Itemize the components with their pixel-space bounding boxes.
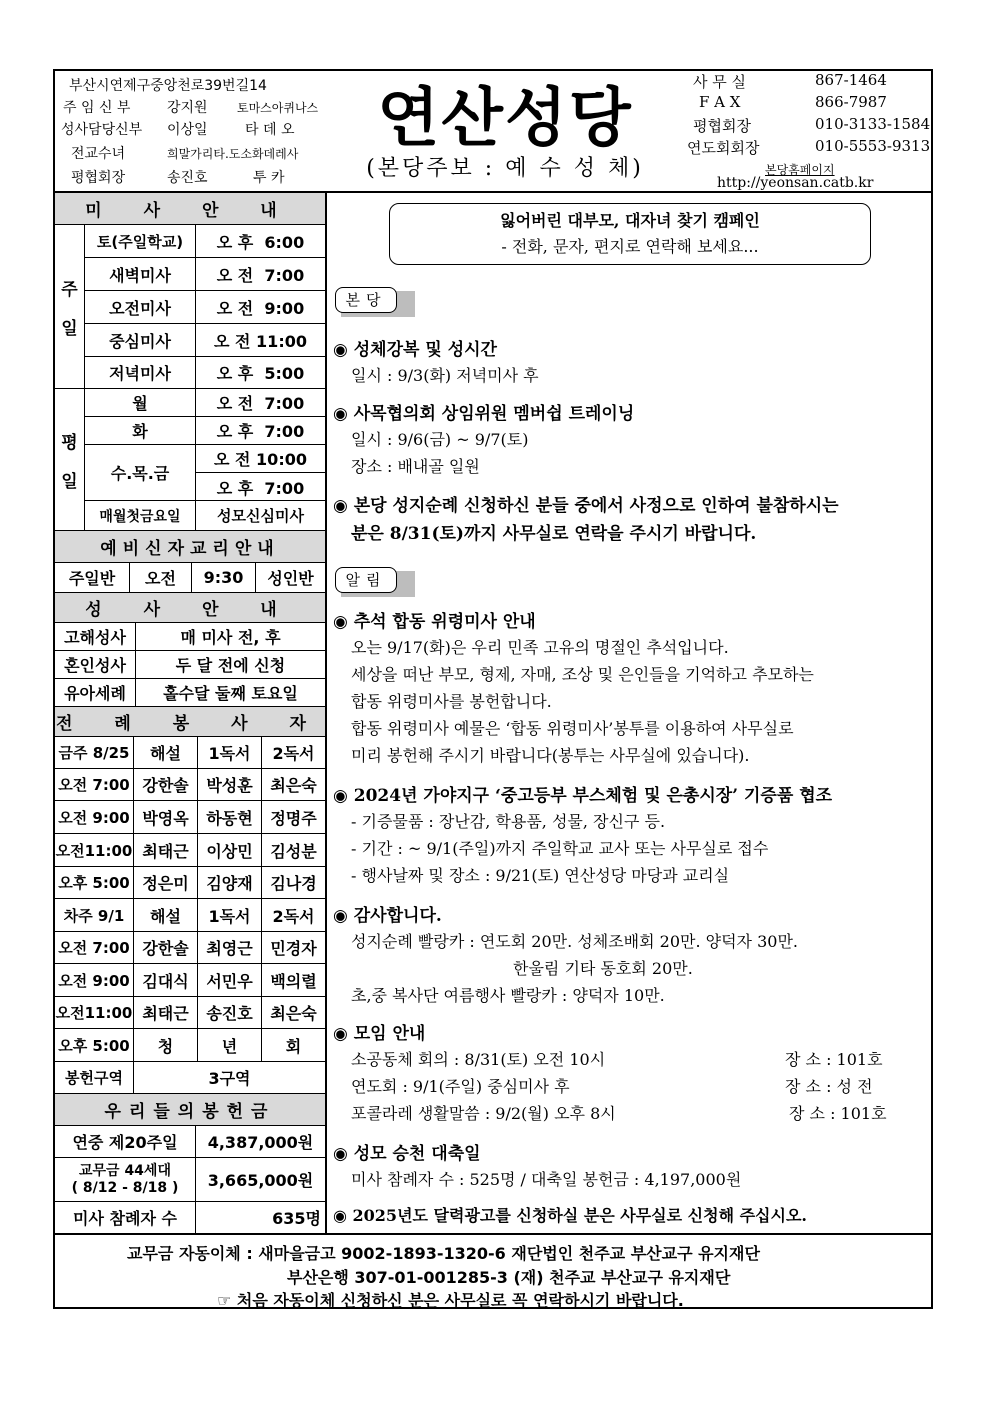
servers-row bbox=[55, 1029, 325, 1062]
sacrament-row bbox=[55, 679, 325, 707]
contact-row bbox=[675, 137, 933, 159]
notice-line: 한울림 기타 동호회 20만. bbox=[513, 959, 693, 978]
offering-row bbox=[55, 1202, 325, 1233]
sacrament-name: 고해성사 bbox=[64, 628, 126, 647]
offerings-heading-row bbox=[55, 1094, 325, 1126]
notice-line: 세상을 떠난 부모, 형제, 자매, 조상 및 은인들을 기억하고 추모하는 bbox=[351, 665, 814, 684]
footer bbox=[55, 1233, 931, 1311]
server-name: 최태근 bbox=[133, 997, 197, 1028]
notice-title: ◉ 추석 합동 위령미사 안내 bbox=[333, 612, 536, 632]
sunday-label-1: 주 bbox=[61, 279, 78, 300]
server-name: 박영옥 bbox=[133, 801, 197, 833]
catechumen-heading-row bbox=[55, 531, 325, 563]
sunday-mass-row bbox=[85, 291, 325, 324]
offering-period: ( 8/12 - 8/18 ) bbox=[71, 1179, 179, 1196]
contact-row bbox=[675, 93, 933, 115]
sunday-label-2: 일 bbox=[61, 318, 78, 339]
servers-time: 오전 7:00 bbox=[58, 939, 130, 957]
notice-line: - 기간 : ~ 9/1(주일)까지 주일학교 교사 또는 사무실로 접수 bbox=[351, 839, 769, 858]
sunday-mass-row bbox=[85, 258, 325, 291]
server-name: 김성분 bbox=[261, 834, 325, 866]
right-column bbox=[327, 193, 931, 1233]
notice-line: - 행사날짜 및 장소 : 9/21(토) 연산성당 마당과 교리실 bbox=[351, 866, 730, 885]
contact-value: 866-7987 bbox=[815, 93, 887, 111]
offering-row bbox=[55, 1158, 325, 1202]
staff-baptismal: 타 데 오 bbox=[245, 122, 295, 138]
campaign-subtitle: - 전화, 문자, 편지로 연락해 보세요... bbox=[501, 237, 759, 256]
sacrament-row bbox=[55, 651, 325, 679]
server-name: 서민우 bbox=[197, 964, 261, 996]
mass-time: 오 전 7:00 bbox=[195, 389, 325, 416]
notice-title-cont: 분은 8/31(토)까지 사무실로 연락을 주시기 바랍니다. bbox=[351, 524, 757, 544]
offering-name: 연중 제20주일 bbox=[72, 1133, 178, 1152]
servers-heading: 전 례 봉 사 자 bbox=[55, 707, 325, 736]
server-name: 박성훈 bbox=[197, 769, 261, 800]
mass-name: 토(주일학교) bbox=[96, 232, 184, 251]
mass-time: 오 전 7:00 bbox=[195, 258, 325, 290]
mass-name: 저녁미사 bbox=[109, 364, 171, 383]
staff-row bbox=[55, 97, 371, 119]
notice-line: 오는 9/17(화)은 우리 민족 고유의 명절인 추석입니다. bbox=[351, 638, 729, 657]
server-name: 최은숙 bbox=[261, 997, 325, 1028]
catechumen-cell: 주일반 bbox=[68, 569, 116, 588]
staff-name: 이상일 bbox=[167, 122, 208, 138]
meeting-what: 포콜라레 생활말씀 : 9/2(월) 오후 8시 bbox=[351, 1104, 616, 1123]
meeting-where: 장 소 : 성 전 bbox=[785, 1077, 873, 1096]
notice-line: 장소 : 배내골 일원 bbox=[351, 457, 480, 476]
servers-week-header bbox=[55, 737, 325, 769]
servers-row bbox=[55, 769, 325, 801]
server-name: 청 bbox=[133, 1029, 197, 1061]
footer-autopay-line: 교무금 자동이체 : 새마을금고 9002-1893-1320-6 재단법인 천주교 부산교구 유지재단 bbox=[127, 1244, 760, 1263]
staff-role: 평협회장 bbox=[71, 170, 126, 186]
contact-label: 사 무 실 bbox=[693, 73, 747, 91]
servers-time: 오후 5:00 bbox=[58, 1036, 130, 1055]
servers-row bbox=[55, 801, 325, 834]
servers-col: 해설 bbox=[133, 737, 197, 768]
offering-value: 635명 bbox=[195, 1202, 325, 1233]
server-name: 민경자 bbox=[261, 932, 325, 963]
notice-title: ◉ 2024년 가야지구 ‘중고등부 부스체험 및 은총시장’ 기증품 협조 bbox=[333, 786, 833, 806]
server-name: 최영근 bbox=[197, 932, 261, 963]
staff-baptismal: 희말가리타.도소화데레사 bbox=[167, 147, 299, 161]
parish-title: 연산성당 bbox=[377, 81, 633, 156]
header-contacts bbox=[675, 71, 933, 189]
staff-row bbox=[55, 143, 371, 165]
homepage-label: 본당홈페이지 bbox=[765, 163, 835, 177]
servers-week-label: 차주 9/1 bbox=[63, 906, 125, 925]
mass-time: 오 후 7:00 bbox=[195, 417, 325, 444]
offering-name: 교무금 44세대 bbox=[79, 1162, 171, 1179]
contact-value: 010-3133-1584 bbox=[815, 115, 931, 133]
footer-note-line: ☞ 처음 자동이체 신청하신 분은 사무실로 꼭 연락하시기 바랍니다. bbox=[217, 1291, 684, 1310]
notice-line: 미사 참례자 수 : 525명 / 대축일 봉헌금 : 4,197,000원 bbox=[351, 1170, 742, 1189]
notice-title: ◉ 사목협의회 상임위원 멤버쉽 트레이닝 bbox=[333, 404, 635, 424]
servers-row bbox=[55, 834, 325, 867]
campaign-title: 잃어버린 대부모, 대자녀 찾기 캠페인 bbox=[500, 211, 760, 230]
mass-time: 오 후 7:00 bbox=[195, 473, 325, 501]
notice-title: ◉ 성모 승천 대축일 bbox=[333, 1144, 481, 1164]
header-staff bbox=[55, 71, 371, 189]
servers-row bbox=[55, 867, 325, 899]
servers-col: 1독서 bbox=[197, 737, 261, 768]
bulletin-frame bbox=[53, 69, 933, 1309]
homepage-link[interactable]: http://yeonsan.catb.kr bbox=[717, 175, 874, 191]
staff-name: 강지원 bbox=[167, 100, 208, 116]
offering-row bbox=[55, 1126, 325, 1158]
server-name: 년 bbox=[197, 1029, 261, 1061]
sunday-mass-row bbox=[85, 357, 325, 389]
mass-name: 화 bbox=[132, 422, 148, 441]
servers-col: 2독서 bbox=[261, 737, 325, 768]
staff-name: 송진호 bbox=[167, 170, 208, 186]
contact-value: 867-1464 bbox=[815, 71, 887, 89]
notices-tag: 알림 bbox=[335, 567, 397, 593]
offering-area-row bbox=[55, 1062, 325, 1094]
server-name: 최은숙 bbox=[261, 769, 325, 800]
staff-baptismal: 투 카 bbox=[253, 170, 285, 186]
mass-heading-row bbox=[55, 193, 325, 225]
mass-time: 오 전 9:00 bbox=[195, 291, 325, 323]
notice-title: ◉ 2025년도 달력광고를 신청하실 분은 사무실로 신청해 주십시오. bbox=[333, 1206, 807, 1225]
mass-time: 오 전 10:00 bbox=[195, 445, 325, 473]
weekday-mass-row bbox=[85, 445, 325, 501]
server-name: 김양재 bbox=[197, 867, 261, 898]
mass-time: 오 전 11:00 bbox=[195, 324, 325, 356]
servers-time: 오전11:00 bbox=[55, 841, 133, 860]
server-name: 강한솔 bbox=[133, 769, 197, 800]
notice-line: - 기증물품 : 장난감, 학용품, 성물, 장신구 등. bbox=[351, 812, 666, 831]
weekday-label-1: 평 bbox=[61, 432, 78, 453]
notice-title: ◉ 감사합니다. bbox=[333, 906, 442, 926]
notice-title: ◉ 모임 안내 bbox=[333, 1024, 426, 1044]
mass-name: 매월첫금요일 bbox=[99, 508, 181, 525]
staff-row bbox=[55, 119, 371, 141]
servers-time: 오전 9:00 bbox=[58, 971, 130, 990]
server-name: 이상민 bbox=[197, 834, 261, 866]
parish-tag: 본당 bbox=[335, 287, 397, 313]
servers-row bbox=[55, 997, 325, 1029]
sacrament-name: 유아세례 bbox=[64, 684, 126, 703]
offering-name: 미사 참례자 수 bbox=[73, 1209, 177, 1228]
weekday-mass-row bbox=[85, 417, 325, 445]
mass-name: 중심미사 bbox=[109, 331, 171, 351]
staff-role: 전교수녀 bbox=[71, 146, 126, 162]
offering-area-label: 봉헌구역 bbox=[65, 1069, 123, 1087]
servers-time: 오전 9:00 bbox=[58, 808, 130, 827]
notice-line: 초,중 복사단 여름행사 빨랑카 : 양덕자 10만. bbox=[351, 986, 665, 1005]
servers-col: 해설 bbox=[133, 899, 197, 931]
sacrament-row bbox=[55, 623, 325, 651]
mass-time: 오 후 6:00 bbox=[195, 225, 325, 257]
server-name: 최태근 bbox=[133, 834, 197, 866]
sunday-mass-row bbox=[85, 324, 325, 357]
catechumen-cell: 성인반 bbox=[255, 563, 325, 592]
mass-name: 수.목.금 bbox=[110, 464, 170, 483]
contact-label: 연도회회장 bbox=[687, 139, 760, 157]
contact-row bbox=[675, 115, 933, 137]
server-name: 백의렬 bbox=[261, 964, 325, 996]
footer-bank-line: 부산은행 307-01-001285-3 (재) 천주교 부산교구 유지재단 bbox=[287, 1268, 731, 1287]
staff-role: 성사담당신부 bbox=[61, 122, 143, 138]
servers-col: 1독서 bbox=[197, 899, 261, 931]
servers-week-header bbox=[55, 899, 325, 932]
offering-value: 3,665,000원 bbox=[195, 1158, 325, 1201]
weekday-label-2: 일 bbox=[61, 471, 78, 492]
contact-value: 010-5553-9313 bbox=[815, 137, 931, 155]
offering-name-block bbox=[55, 1158, 195, 1201]
first-friday-row bbox=[85, 501, 325, 531]
meeting-what: 연도회 : 9/1(주일) 중심미사 후 bbox=[351, 1077, 570, 1096]
staff-row bbox=[55, 167, 371, 189]
meeting-what: 소공동체 회의 : 8/31(토) 오전 10시 bbox=[351, 1050, 606, 1069]
server-name: 정은미 bbox=[133, 867, 197, 898]
notice-line: 합동 위령미사를 봉헌합니다. bbox=[351, 692, 552, 711]
mass-time: 오 후 5:00 bbox=[195, 357, 325, 388]
servers-row bbox=[55, 932, 325, 964]
notice-line: 미리 봉헌해 주시기 바랍니다(봉투는 사무실에 있습니다). bbox=[351, 746, 750, 765]
offering-value: 4,387,000원 bbox=[195, 1126, 325, 1157]
servers-col: 2독서 bbox=[261, 899, 325, 931]
meeting-where: 장 소 : 101호 bbox=[785, 1050, 883, 1069]
server-name: 강한솔 bbox=[133, 932, 197, 963]
contact-label: 평협회장 bbox=[693, 117, 751, 135]
sacrament-heading: 성 사 안 내 bbox=[55, 593, 325, 622]
mass-heading: 미 사 안 내 bbox=[55, 193, 325, 224]
catechumen-heading: 예비신자교리안내 bbox=[55, 531, 325, 562]
mass-name: 월 bbox=[132, 394, 148, 413]
sacrament-value: 매 미사 전, 후 bbox=[135, 623, 325, 650]
server-name: 김대식 bbox=[133, 964, 197, 996]
weekday-label bbox=[55, 389, 85, 531]
mass-time: 성모신심미사 bbox=[195, 501, 325, 530]
server-name: 하동현 bbox=[197, 801, 261, 833]
staff-baptismal: 토마스아퀴나스 bbox=[237, 101, 319, 115]
meeting-where: 장 소 : 101호 bbox=[789, 1104, 887, 1123]
offerings-heading: 우리들의봉헌금 bbox=[55, 1094, 325, 1125]
server-name: 송진호 bbox=[197, 997, 261, 1028]
bulletin-subtitle: (본당주보 : 예 수 성 체) bbox=[366, 156, 644, 181]
servers-time: 오후 5:00 bbox=[58, 874, 130, 892]
left-column bbox=[55, 193, 327, 1233]
servers-time: 오전 7:00 bbox=[58, 776, 130, 794]
servers-week-label: 금주 8/25 bbox=[58, 744, 130, 762]
catechumen-cell: 오전 bbox=[129, 563, 191, 592]
sacrament-heading-row bbox=[55, 593, 325, 623]
notice-title: ◉ 본당 성지순례 신청하신 분들 중에서 사정으로 인하여 불참하시는 bbox=[333, 496, 839, 516]
sacrament-value: 두 달 전에 신청 bbox=[135, 651, 325, 678]
sunday-label bbox=[55, 225, 85, 389]
notice-line: 일시 : 9/6(금) ~ 9/7(토) bbox=[351, 430, 529, 449]
catechumen-cell: 9:30 bbox=[191, 563, 255, 592]
mass-name: 오전미사 bbox=[109, 298, 171, 318]
server-name: 회 bbox=[261, 1029, 325, 1061]
notice-line: 일시 : 9/3(화) 저녁미사 후 bbox=[351, 366, 539, 385]
catechumen-row bbox=[55, 563, 325, 593]
notice-line: 성지순례 빨랑카 : 연도회 20만. 성체조배회 20만. 양덕자 30만. bbox=[351, 932, 798, 951]
servers-heading-row bbox=[55, 707, 325, 737]
offering-area-value: 3구역 bbox=[133, 1062, 325, 1093]
servers-row bbox=[55, 964, 325, 997]
sunday-mass-row bbox=[85, 225, 325, 258]
parish-address: 부산시연제구중앙천로39번길14 bbox=[69, 78, 267, 94]
contact-row bbox=[675, 71, 933, 93]
contact-label: F A X bbox=[699, 93, 741, 111]
notice-line: 합동 위령미사 예물은 ‘합동 위령미사’봉투를 이용하여 사무실로 bbox=[351, 719, 794, 738]
campaign-box bbox=[389, 203, 871, 265]
servers-time: 오전11:00 bbox=[55, 1004, 133, 1022]
staff-role: 주 임 신 부 bbox=[63, 100, 131, 116]
server-name: 김나경 bbox=[261, 867, 325, 898]
sacrament-name: 혼인성사 bbox=[64, 656, 126, 675]
notice-title: ◉ 성체강복 및 성시간 bbox=[333, 340, 497, 360]
sacrament-value: 홀수달 둘째 토요일 bbox=[135, 679, 325, 706]
server-name: 정명주 bbox=[261, 801, 325, 833]
mass-name: 새벽미사 bbox=[109, 265, 171, 285]
weekday-mass-row bbox=[85, 389, 325, 417]
